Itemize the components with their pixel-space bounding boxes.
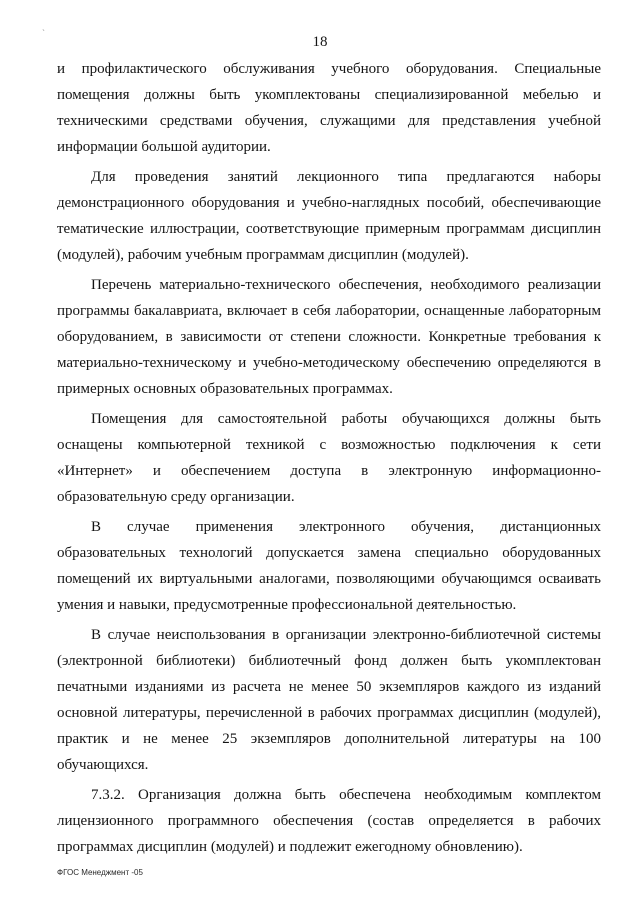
paragraph-2: Для проведения занятий лекционного типа предлагаются наборы демонстрационного оборудования и учебно-наглядных пособий, обеспечивающие тематические иллюстрации, соответствующие примерным программам дисциплин (модулей), рабочим учебным программам дисциплин (модулей). [57,169,601,263]
scan-speck: ˋ [42,28,45,38]
document-body [57,56,601,864]
paragraph-4: Помещения для самостоятельной работы обучающихся должны быть оснащены компьютерной техникой с возможностью подключения к сети «Интернет» и обеспечением доступа в электронную информационно-образовательную среду организации. [57,411,601,505]
paragraph-1: и профилактического обслуживания учебного оборудования. Специальные помещения должны быть укомплектованы специализированной мебелью и техническими средствами обучения, служащими для представления учебной информации большой аудитории. [57,61,601,155]
paragraph-7: 7.3.2. Организация должна быть обеспечена необходимым комплектом лицензионного программного обеспечения (состав определяется в рабочих программах дисциплин (модулей) и подлежит ежегодному обновлению). [57,787,601,855]
paragraph-5: В случае применения электронного обучения, дистанционных образовательных технологий допускается замена специально оборудованных помещений их виртуальными аналогами, позволяющими обучающимся осваивать умения и навыки, предусмотренные профессиональной деятельностью. [57,519,601,613]
footer-label: ФГОС Менеджмент -05 [57,868,143,877]
paragraph-6: В случае неиспользования в организации электронно-библиотечной системы (электронной библиотеки) библиотечный фонд должен быть укомплектован печатными изданиями из расчета не менее 50 экземпляров каждого из изданий основной литературы, перечисленной в рабочих программах дисциплин (модулей), практик и не менее 25 экземпляров дополнительной литературы на 100 обучающихся. [57,627,601,773]
page-number: 18 [312,34,328,50]
paragraph-3: Перечень материально-технического обеспечения, необходимого реализации программы бакалавриата, включает в себя лаборатории, оснащенные лабораторным оборудованием, в зависимости от степени сложности. Конкретные требования к материально-техническому и учебно-методическому обеспечению определяются в примерных основных образовательных программах. [57,277,601,397]
